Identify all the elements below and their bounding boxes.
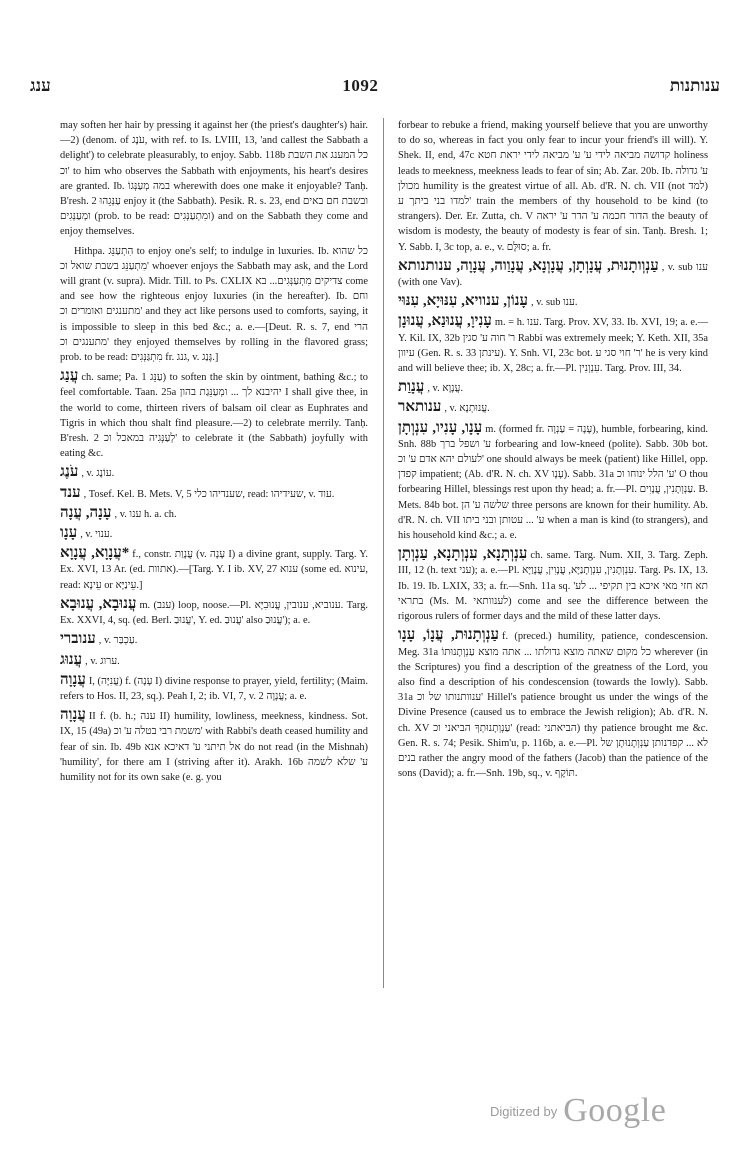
dictionary-entry: [398, 380, 708, 396]
dictionary-entry: [60, 597, 368, 628]
entry-headword: עֲנָוָה: [60, 707, 86, 724]
entry-headword: ענוברי: [60, 631, 96, 648]
entry-text: , v. sub ענו.: [531, 297, 578, 309]
entry-headword: עֲנוּג: [60, 651, 83, 668]
dictionary-entry: [60, 506, 368, 522]
digitized-by-label: Digitized by: [490, 1103, 558, 1119]
entry-text: , v. עוֹנֶג.: [81, 468, 115, 480]
entry-text: II f. (b. h.; ענה II) humility, lowliness, meekness, kindness. Sot. IX, 15 (49a) משמת רבי בטלה ע' וכ' with Rabbi's death ceased humility and fear of sin. Ib. 49b אל תיתני ע' דאיכא אנא do not read (in the Mishnah) 'humility', for there am I (striving after it). Arakh. 16b ע' שלא לשמה humility not for its own sake (e. g. you: [60, 711, 368, 783]
header-right-catchword: ענותנות: [669, 76, 720, 95]
dictionary-entry: [398, 314, 708, 376]
entry-text: forbear to rebuke a friend, making yourself believe that you are unworthy to do so, whereas in fact you only fear to incur your friend's ill will). Y. Shek. II, end, 47c קדושה מביאה לידי ע' ע' מביאה לידי יראת חטא holiness leads to meekness, meekness leads to fear of sin; Ab. Zar. 20b. Ib. ע' גדולה מכולן humility is the greatest virtue of all. Ab. d'R. N. ch. VII (not למד) למדו בני ביתך ע' train the members of thy household to be kind (to strangers). Der. Er. Zutta, ch. V הדור חכמה ע' הדר ע' יראה the beauty of wisdom is modesty, the beauty of modesty is fear of sin. Tanḥ. Bresh. 1; Y. Sabb. I, 3c top, a. e., v. סוּלָּם; a. fr.: [398, 120, 708, 253]
entry-headword: עִנְוְתָנָא, עִנְוְתָנָא, עַנְוְתָן: [398, 546, 528, 563]
dictionary-entry: [60, 653, 368, 669]
digitized-by-watermark: [490, 1092, 666, 1130]
dictionary-entry: [398, 259, 708, 290]
dictionary-entry: [398, 118, 708, 255]
entry-text: ch. same; Pa. עַנֵּג 1) to soften the skin by ointment, bathing &c.; to feel comfortable. Taan. 25a יהיבנא לך ... ומְעַנֵּגַת בהון I shall give thee, in the world to come, thirteen rivers of balsam oil clear as Euphrates and Tigris in which thou shalt find pleasure.—2) to celebrate merrily. Tanḥ. B'resh. 2 לְעַנְּגִיה במאכל וכ' to celebrate it (the Sabbath) joyfully with eating &c.: [60, 372, 368, 460]
google-logo: Google: [563, 1092, 667, 1129]
entry-headword: עָנָו, עָנִיו, עִנְוְתָן: [398, 419, 483, 436]
header-left-catchword: ענג: [30, 76, 51, 95]
dictionary-entry: [60, 708, 368, 785]
entry-headword: ענותאר: [398, 399, 442, 416]
entry-text: I, (עֲנִיָּה) f. (עָנָה I) divine response to prayer, yield, fertility; (Maim. refers to Hos. II, 23, sq.). Peah I, 2; ib. VI, 7, v. עֲנָוָה 2; a. e.: [60, 675, 368, 702]
entry-text: , v. sub ענו (with one Vav).: [398, 261, 708, 289]
dictionary-entry: [60, 546, 368, 593]
dictionary-entry: [398, 294, 708, 310]
entry-headword: עָנִיוָ, עֲנוּנַא, עֲנוּנָן: [398, 313, 492, 330]
entry-text: , v. ענו h. a. ch.: [114, 508, 177, 520]
entry-text: , v. ענוי.: [80, 529, 113, 541]
entry-text: m. (ענב) loop, noose.—Pl. ענוביא, ענובין, עֲנוּבִיָּא. Targ. Ex. XXVI, 4, sq. (ed. Berl. עֲנוּבַ', Y. ed. עֲנוּבַ' also עֲנוּבַ'); a. e.: [60, 599, 368, 627]
entry-text: m. = h. ענו. Targ. Prov. XV, 33. Ib. XVI, 19; a. e.—Y. Kil. IX, 32b ר' חוה ע' סגין Rabbi was extremely meek; Y. Keth. XII, 35a עיוון (Gen. R. s. 33 עינתן). Y. Snh. VI, 23c bot. ר' חוי סגי ע' he is very kind and will believe thee; ib. X, 28c; a. fr.—Pl. עִנְוְנִין. Targ. Prov. III, 34.: [398, 317, 708, 375]
entry-text: , v. עֲנָוָא.: [427, 383, 464, 395]
entry-headword: עֹנֶג: [60, 464, 79, 481]
entry-text: , Tosef. Kel. B. Mets. V, 5 שענדיהו כלי, read: שעידיהו, v. עוד.: [83, 488, 335, 500]
dictionary-entry: [60, 526, 368, 542]
entry-text: ch. same. Targ. Num. XII, 3. Targ. Zeph. III, 12 (h. text עני); a. e.—Pl. עִנְוְתָנִין, עִנְוְתָנַיָּא, עֲנָוִין, עֲנָוַיָּא. Targ. Ps. IX, 13. Ib. 19. Ib. LXIX, 33; a. fr.—Snh. 11a sq. תא חזי מאי איכא בין תקיפי ... לע' בתראי (Ms. M. לענוותאי) come and see the difference between the rigorous rulers of former days and the mild of these latter days.: [398, 550, 708, 623]
dictionary-entry: [398, 400, 708, 416]
entry-text: , v. עֲנוּתְנָא.: [444, 403, 490, 415]
entry-headword: עָנָה, עֲנָה: [60, 504, 112, 521]
page-header: [30, 74, 720, 98]
entry-text: f., constr. עֲנָוַת (v. עָנָה I) a divine grant, supply. Targ. Y. Ex. XVI, 13 Ar. (ed. אתוות).—[Targ. Y. I ib. XV, 27 ענוא (some ed. עינוא, read: עֵינָא or עֵינַיָּא.]: [60, 549, 368, 591]
dictionary-entry: [60, 673, 368, 704]
dictionary-entry: [60, 118, 368, 240]
dictionary-entry: [60, 632, 368, 648]
column-divider: [383, 118, 384, 988]
entry-headword: עָנָו: [60, 525, 78, 542]
entry-headword: עֲנוּבָא, עֲנוּבָא: [60, 595, 137, 612]
entry-headword: עָנוֹן, ענוויא, עִנּוּיָא, עִנּוּי: [398, 293, 529, 310]
entry-text: , v. עַכְבַּר.: [98, 635, 138, 647]
entry-text: , v. ערוג.: [85, 655, 120, 667]
dictionary-entry: [398, 547, 708, 624]
dictionary-entry: [60, 369, 368, 461]
entry-headword: עֲנַג: [60, 368, 79, 385]
entry-headword: עַנְוְתָנוּת, עֲנָוֹ, עָנָו: [398, 627, 500, 644]
page-number: 1092: [342, 76, 379, 95]
dictionary-entry: [60, 465, 368, 481]
dictionary-entry: [398, 421, 708, 544]
dictionary-entry: [60, 486, 368, 502]
entry-text: may soften her hair by pressing it against her (the priest's daughter's) hair.—2) (denom. of עֹנֶג, with ref. to Is. LVIII, 13, 'and callest the Sabbath a delight') to celebrate pleasurably, to enjoy. Sabb. 118b כל המענג את השבת וכ' to him who observes the Sabbath with enjoyments, his heart's desires are granted. Ib. במה מְעַנְּגוֹ wherewith does one make it enjoyable? Tanḥ. B'resh. 2 עַנְּגֵהוּ enjoy it (the Sabbath). Pesik. R. s. 23, end ובשבת חם באים ומְעַנְּגִים (prob. to be read: ומִתְעַנְּגִים) and on the Sabbath they come and enjoy themselves.: [60, 120, 368, 238]
dictionary-entry: [398, 628, 708, 781]
entry-headword: ענד: [60, 484, 81, 501]
entry-text: f. (preced.) humility, patience, condescension. Meg. 31a כל מקום שאתה מוצא גדולתו ... אתה מוצא עַנְוְתָנוּתוֹ wherever (in the Scriptures) you find a description of the greatness of the Lord, you also find a description of his condescension (towards the lowly). Sabb. 31a ענוותנותו של וכ' Hillel's patience brought us under the wings of the Divine Presence (caused us to embrace the Jewish religion); Ab. d'R. N. ch. XV עַנְוְתָנוּתְךָ הביאני וכ' (read: הביאתני) thy patience brought me &c. Gen. R. s. 74; Pesik. Shim'u, p. 116b, a. e.—Pl. לא ... קפדנותן עַנְוְתָנוּתָן של בנים rather the angry mood of the fathers (Jacob) than the patience of the sons (David); a. fr.—Snh. 19b, sq., v. תּוֹקֶף.: [398, 631, 708, 780]
entry-headword: עֲנָוַת: [398, 379, 425, 396]
entry-text: Hithpa. הִתְעַנֵּג to enjoy one's self; to indulge in luxuries. Ib. כל שהוא מִתְעַנֵּג בשבת שואל וכ' whoever enjoys the Sabbath may ask, and the Lord will grant (v. supra). Midr. Till. to Ps. CXLIX צדיקים מִתְעַנְּגִים... בא come and see how the righteous enjoy luxuries (in the hereafter). Ib. וחם מתענגים ואומרים וכ' and they act like persons used to comforts, saying, it is impossible to sleep in this bed &c.; a. e.—[Deut. R. s. 7, end הרי מתענגים וכ' they enjoyed themselves by rolling in the flavored grass; prob. to be read: מִתְגַּנְּגִים fr. גנג, v. גָּנַג.]: [60, 245, 368, 364]
entry-text: m. (formed fr. עָנָה = עַנְוָה), humble, forbearing, kind. Snh. 88b ע' ושפל ברך forbearing and low-kneed (polite). Sabb. 30b bot. לעולם יהא אדם ע' וכ' one should always be meek (patient) like Hillel, opp. קפדן impatient; (Ab. d'R. N. ch. XV עָנָו). Sabb. 31a ע' הלל ינוחו וכ' O thou forbearing Hillel, blessings rest upon thy head; a. fr.—Pl. עַנְוְתָנִין, עֲנָוִים. B. Mets. 84b bot. שלשה ע' הן three persons are known for their humility. Ab. d'R. N. ch. VII ע' ... עטותן ובני ביתו when a man is kind (to strangers), and his household kind &c.; a. e.: [398, 423, 708, 542]
entry-headword: עַנְוְותָנוּת, עֲנָוְתָן, עֲנָוְנָא, עֲנָוַוה, עֲנָוָה, ענותנותא: [398, 257, 659, 274]
dictionary-entry: [60, 244, 368, 366]
entry-headword: עֲנָוָה: [60, 671, 86, 688]
left-column: [60, 118, 368, 998]
entry-headword: *עֲנָוָא, עֲנָוָא: [60, 545, 130, 562]
right-column: [398, 118, 708, 978]
